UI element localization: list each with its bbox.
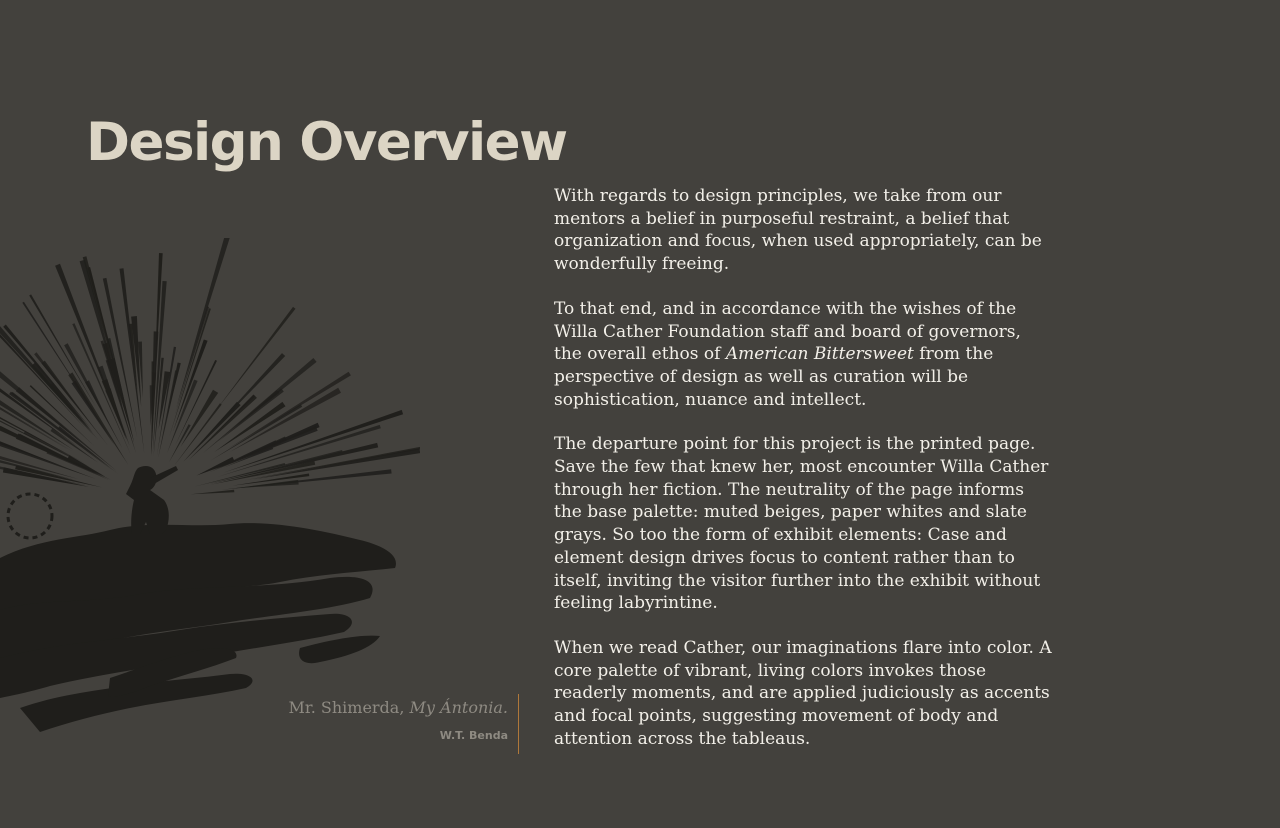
woodcut-figure-with-rifle-icon — [0, 238, 420, 748]
paragraph-4: When we read Cather, our imaginations flare into color. A core palette of vibrant, living colors invokes those readerly moments, and are applied judiciously as accents and focal points, suggesting movement of body and attention across the tableaus. — [554, 637, 1052, 749]
woodcut-ray — [195, 463, 285, 487]
woodcut-ray — [24, 431, 90, 467]
caption-divider — [518, 694, 519, 754]
woodcut-ray — [189, 395, 257, 460]
woodcut-ray — [169, 424, 191, 462]
woodcut-ray — [173, 340, 208, 432]
page-title: Design Overview — [86, 112, 567, 173]
woodcut-ray — [175, 306, 209, 415]
paragraph-2: To that end, and in accordance with the wishes of the Willa Cather Foundation staff and board of governors, the overall ethos of American Bittersweet from the perspective of design as well as curation will be sophistication, nuance and intellect. — [554, 298, 1021, 410]
caption-credit: W.T. Benda — [439, 729, 508, 742]
woodcut-ray — [197, 457, 235, 476]
paragraph-1: With regards to design principles, we take from our mentors a belief in purposeful restraint, a belief that organization and focus, when used appropriately, can be wonderfully freeing. — [554, 186, 1042, 275]
woodcut-ray — [244, 447, 420, 481]
paragraph-3: The departure point for this project is the printed page. Save the few that knew her, most encounter Willa Cather through her fiction. The neutrality of the page informs the base palette: muted beiges, paper whites and slate grays. So too the form of exhibit elements: Case and element design drives focus to content rather than to itself, inviting the visitor further into the exhibit without feeling labyrintine. — [554, 434, 1049, 614]
woodcut-ray — [191, 490, 235, 495]
caption-title: Mr. Shimerda, My Ántonia. — [288, 698, 508, 717]
woodcut-ray — [166, 363, 181, 421]
body-text — [554, 185, 1054, 772]
illustration-caption — [288, 698, 508, 742]
woodcut-ray — [181, 390, 219, 447]
woodcut-ray — [67, 455, 105, 476]
book-title-emphasis: American Bittersweet — [725, 344, 914, 365]
